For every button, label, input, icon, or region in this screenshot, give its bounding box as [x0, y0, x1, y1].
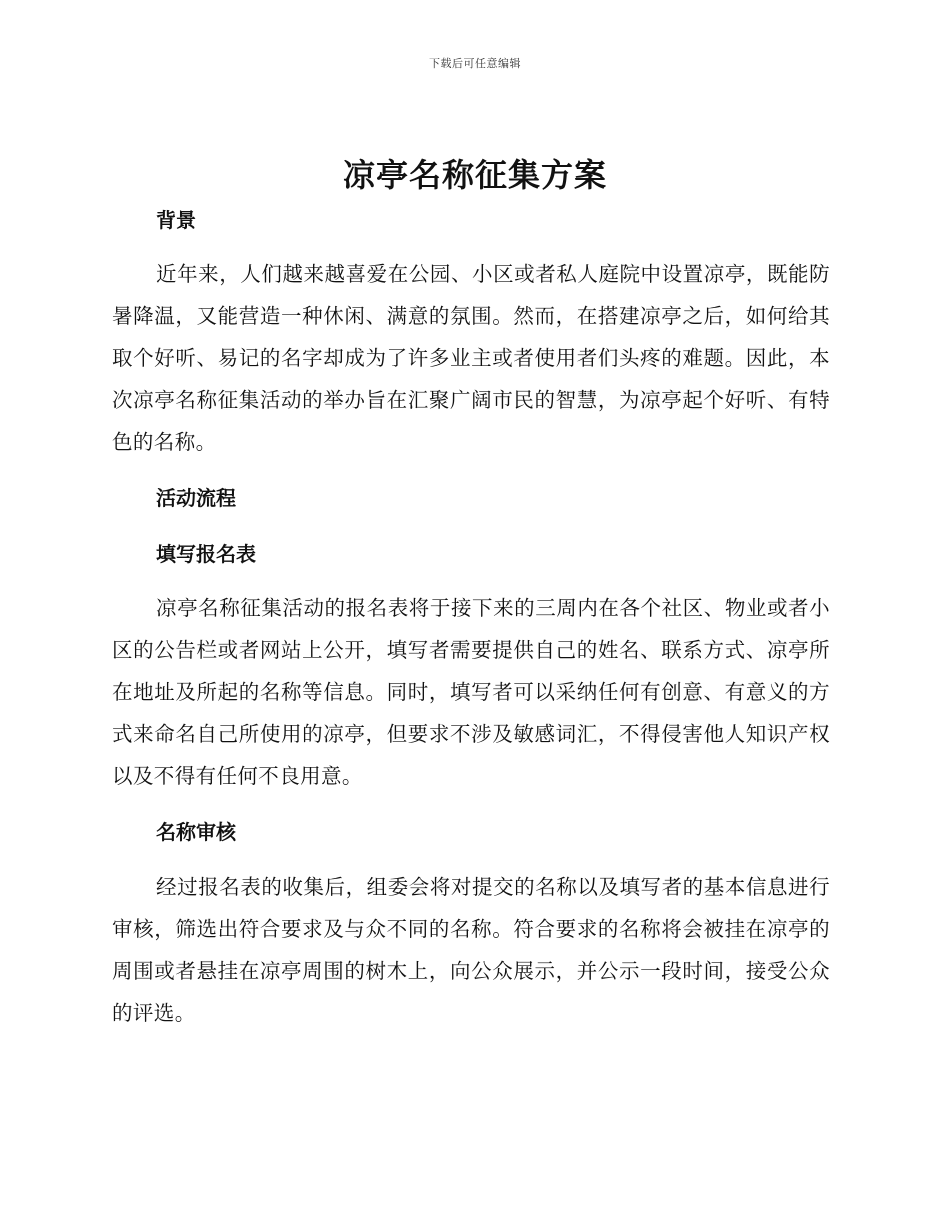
section-heading-review: 名称审核 [156, 820, 236, 844]
header-note: 下载后可任意编辑 [429, 57, 521, 70]
paragraph-registration: 凉亭名称征集活动的报名表将于接下来的三周内在各个社区、物业或者小区的公告栏或者网站上公开，填写者需要提供自己的姓名、联系方式、凉亭所在地址及所起的名称等信息。同时，填写者可以采纳任何有创意、有意义的方式来命名自己所使用的凉亭，但要求不涉及敏感词汇，不得侵害他人知识产权以及不得有任何不良用意。 [112, 596, 830, 788]
section-heading-registration: 填写报名表 [156, 542, 256, 566]
document-title: 凉亭名称征集方案 [342, 156, 607, 194]
section-heading-background: 背景 [156, 208, 196, 232]
paragraph-review: 经过报名表的收集后，组委会将对提交的名称以及填写者的基本信息进行审核，筛选出符合要求及与众不同的名称。符合要求的名称将会被挂在凉亭的周围或者悬挂在凉亭周围的树木上，向公众展示，并公示一段时间，接受公众的评选。 [112, 875, 830, 1025]
section-heading-process: 活动流程 [156, 486, 236, 510]
paragraph-background: 近年来，人们越来越喜爱在公园、小区或者私人庭院中设置凉亭，既能防暑降温，又能营造一种休闲、满意的氛围。然而，在搭建凉亭之后，如何给其取个好听、易记的名字却成为了许多业主或者使用者们头疼的难题。因此，本次凉亭名称征集活动的举办旨在汇聚广阔市民的智慧，为凉亭起个好听、有特色的名称。 [112, 262, 830, 454]
